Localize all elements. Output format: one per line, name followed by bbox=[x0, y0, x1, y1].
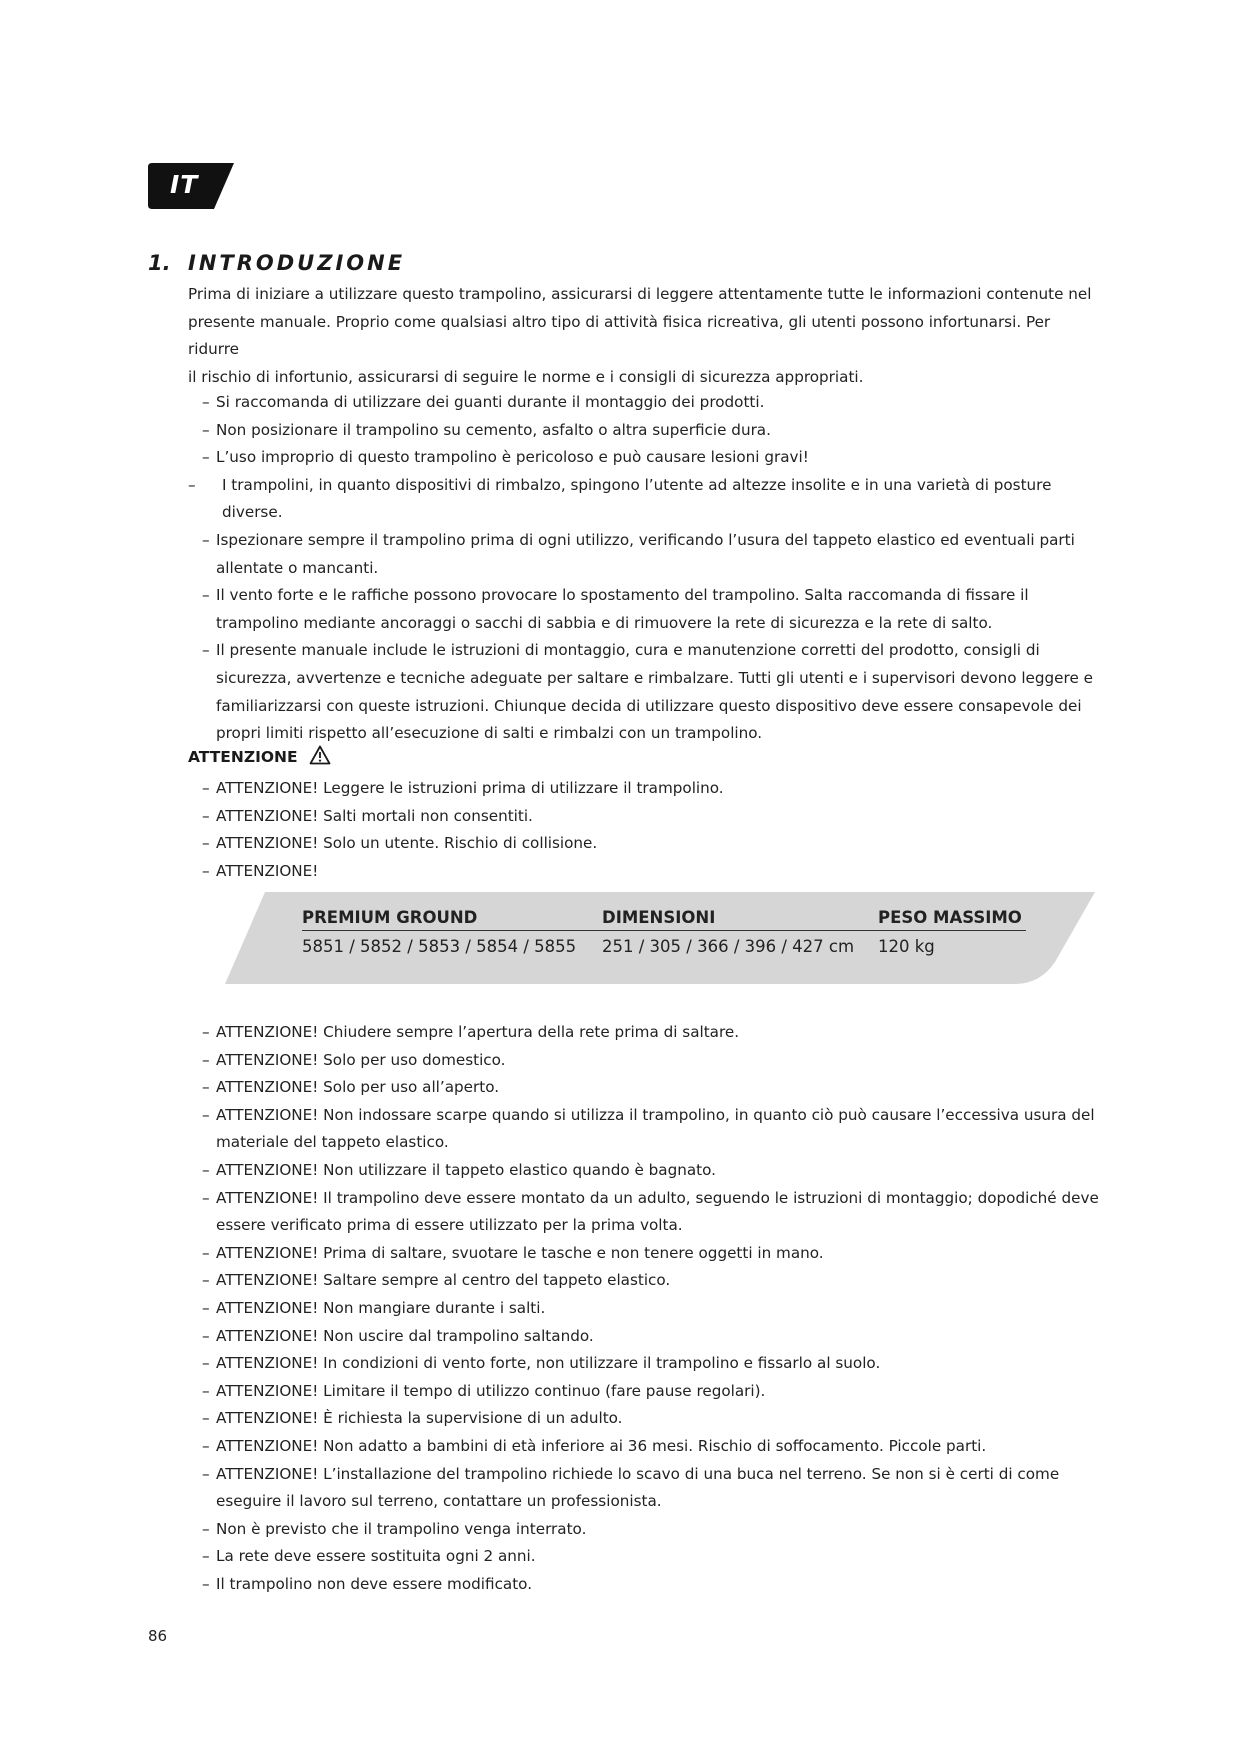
list-item: – ATTENZIONE! È richiesta la supervisione di un adulto. bbox=[188, 1405, 1100, 1433]
list-item: – Il vento forte e le raffiche possono provocare lo spostamento del trampolino. Salta raccomanda di fissare il trampolino mediante ancoraggi o sacchi di sabbia e di rimuovere la rete di sicurezza e la rete di salto. bbox=[188, 582, 1100, 637]
language-label: IT bbox=[170, 170, 199, 199]
list-item: – ATTENZIONE! Saltare sempre al centro del tappeto elastico. bbox=[188, 1267, 1100, 1295]
attention-title: ATTENZIONE bbox=[188, 748, 298, 766]
spec-value: 120 kg bbox=[878, 937, 935, 956]
list-item: – ATTENZIONE! Limitare il tempo di utilizzo continuo (fare pause regolari). bbox=[188, 1378, 1100, 1406]
spec-value: 5851 / 5852 / 5853 / 5854 / 5855 bbox=[302, 937, 577, 956]
spec-header: PESO MASSIMO bbox=[878, 908, 1026, 931]
list-item: – L’uso improprio di questo trampolino è pericoloso e può causare lesioni gravi! bbox=[188, 444, 1100, 472]
section-heading bbox=[148, 251, 405, 275]
list-item: – Il trampolino non deve essere modificato. bbox=[188, 1571, 1100, 1599]
attention-list-bottom bbox=[188, 1019, 1100, 1598]
intro-line: il rischio di infortunio, assicurarsi di seguire le norme e i consigli di sicurezza appropriati. bbox=[188, 367, 864, 386]
spec-header: PREMIUM GROUND bbox=[302, 908, 602, 931]
spec-value: 251 / 305 / 366 / 396 / 427 cm bbox=[602, 937, 855, 956]
list-item: – ATTENZIONE! L’installazione del trampolino richiede lo scavo di una buca nel terreno. Se non si è certi di come eseguire il lavoro sul terreno, contattare un professionista. bbox=[188, 1461, 1100, 1516]
list-item: – Non posizionare il trampolino su cemento, asfalto o altra superficie dura. bbox=[188, 417, 1100, 445]
section-number: 1. bbox=[148, 251, 171, 275]
list-item: – ATTENZIONE! Non indossare scarpe quando si utilizza il trampolino, in quanto ciò può causare l’eccessiva usura del materiale del tappeto elastico. bbox=[188, 1102, 1100, 1157]
spec-column-dimensions bbox=[602, 908, 878, 956]
list-item: – ATTENZIONE! Non mangiare durante i salti. bbox=[188, 1295, 1100, 1323]
list-item: – La rete deve essere sostituita ogni 2 anni. bbox=[188, 1543, 1100, 1571]
safety-list bbox=[188, 389, 1100, 748]
attention-heading bbox=[188, 745, 331, 769]
list-item: – ATTENZIONE! Chiudere sempre l’apertura della rete prima di saltare. bbox=[188, 1019, 1100, 1047]
page-number: 86 bbox=[148, 1627, 168, 1645]
list-item: – ATTENZIONE! Salti mortali non consentiti. bbox=[188, 803, 1100, 831]
attention-list-top bbox=[188, 775, 1100, 885]
list-item: – ATTENZIONE! Leggere le istruzioni prima di utilizzare il trampolino. bbox=[188, 775, 1100, 803]
list-item: – ATTENZIONE! bbox=[188, 858, 1100, 886]
list-item: – I trampolini, in quanto dispositivi di rimbalzo, spingono l’utente ad altezze insolite e in una varietà di posture diverse. bbox=[188, 472, 1100, 527]
list-item: – ATTENZIONE! Non utilizzare il tappeto elastico quando è bagnato. bbox=[188, 1157, 1100, 1185]
list-item: – Si raccomanda di utilizzare dei guanti durante il montaggio dei prodotti. bbox=[188, 389, 1100, 417]
list-item: – ATTENZIONE! Non uscire dal trampolino saltando. bbox=[188, 1323, 1100, 1351]
list-item: – ATTENZIONE! Il trampolino deve essere montato da un adulto, seguendo le istruzioni di montaggio; dopodiché deve essere verificato prima di essere utilizzato per la prima volta. bbox=[188, 1185, 1100, 1240]
intro-line: presente manuale. Proprio come qualsiasi altro tipo di attività fisica ricreativa, gli utenti possono infortunarsi. Per ridurre bbox=[188, 312, 1051, 359]
spec-header: DIMENSIONI bbox=[602, 908, 878, 931]
list-item: – ATTENZIONE! Solo un utente. Rischio di collisione. bbox=[188, 830, 1100, 858]
list-item: – ATTENZIONE! Non adatto a bambini di età inferiore ai 36 mesi. Rischio di soffocamento. Piccole parti. bbox=[188, 1433, 1100, 1461]
list-item: – Non è previsto che il trampolino venga interrato. bbox=[188, 1516, 1100, 1544]
spec-column-max-weight bbox=[878, 908, 1026, 956]
spec-column-model bbox=[302, 908, 602, 956]
list-item: – ATTENZIONE! Prima di saltare, svuotare le tasche e non tenere oggetti in mano. bbox=[188, 1240, 1100, 1268]
list-item: – Ispezionare sempre il trampolino prima di ogni utilizzo, verificando l’usura del tappeto elastico ed eventuali parti allentate o mancanti. bbox=[188, 527, 1100, 582]
warning-triangle-icon bbox=[309, 745, 331, 769]
intro-paragraph bbox=[188, 281, 1098, 391]
list-item: – ATTENZIONE! Solo per uso domestico. bbox=[188, 1047, 1100, 1075]
section-title: INTRODUZIONE bbox=[188, 251, 406, 275]
list-item: – ATTENZIONE! In condizioni di vento forte, non utilizzare il trampolino e fissarlo al suolo. bbox=[188, 1350, 1100, 1378]
list-item: – ATTENZIONE! Solo per uso all’aperto. bbox=[188, 1074, 1100, 1102]
list-item: – Il presente manuale include le istruzioni di montaggio, cura e manutenzione corretti del prodotto, consigli di sicurezza, avvertenze e tecniche adeguate per saltare e rimbalzare. Tutti gli utenti e i supervisori devono leggere e familiarizzarsi con queste istruzioni. Chiunque decida di utilizzare questo dispositivo deve essere consapevole dei propri limiti rispetto all’esecuzione di salti e rimbalzi con un trampolino. bbox=[188, 637, 1100, 747]
intro-line: Prima di iniziare a utilizzare questo trampolino, assicurarsi di leggere attentamente tutte le informazioni contenute nel bbox=[188, 285, 1092, 303]
